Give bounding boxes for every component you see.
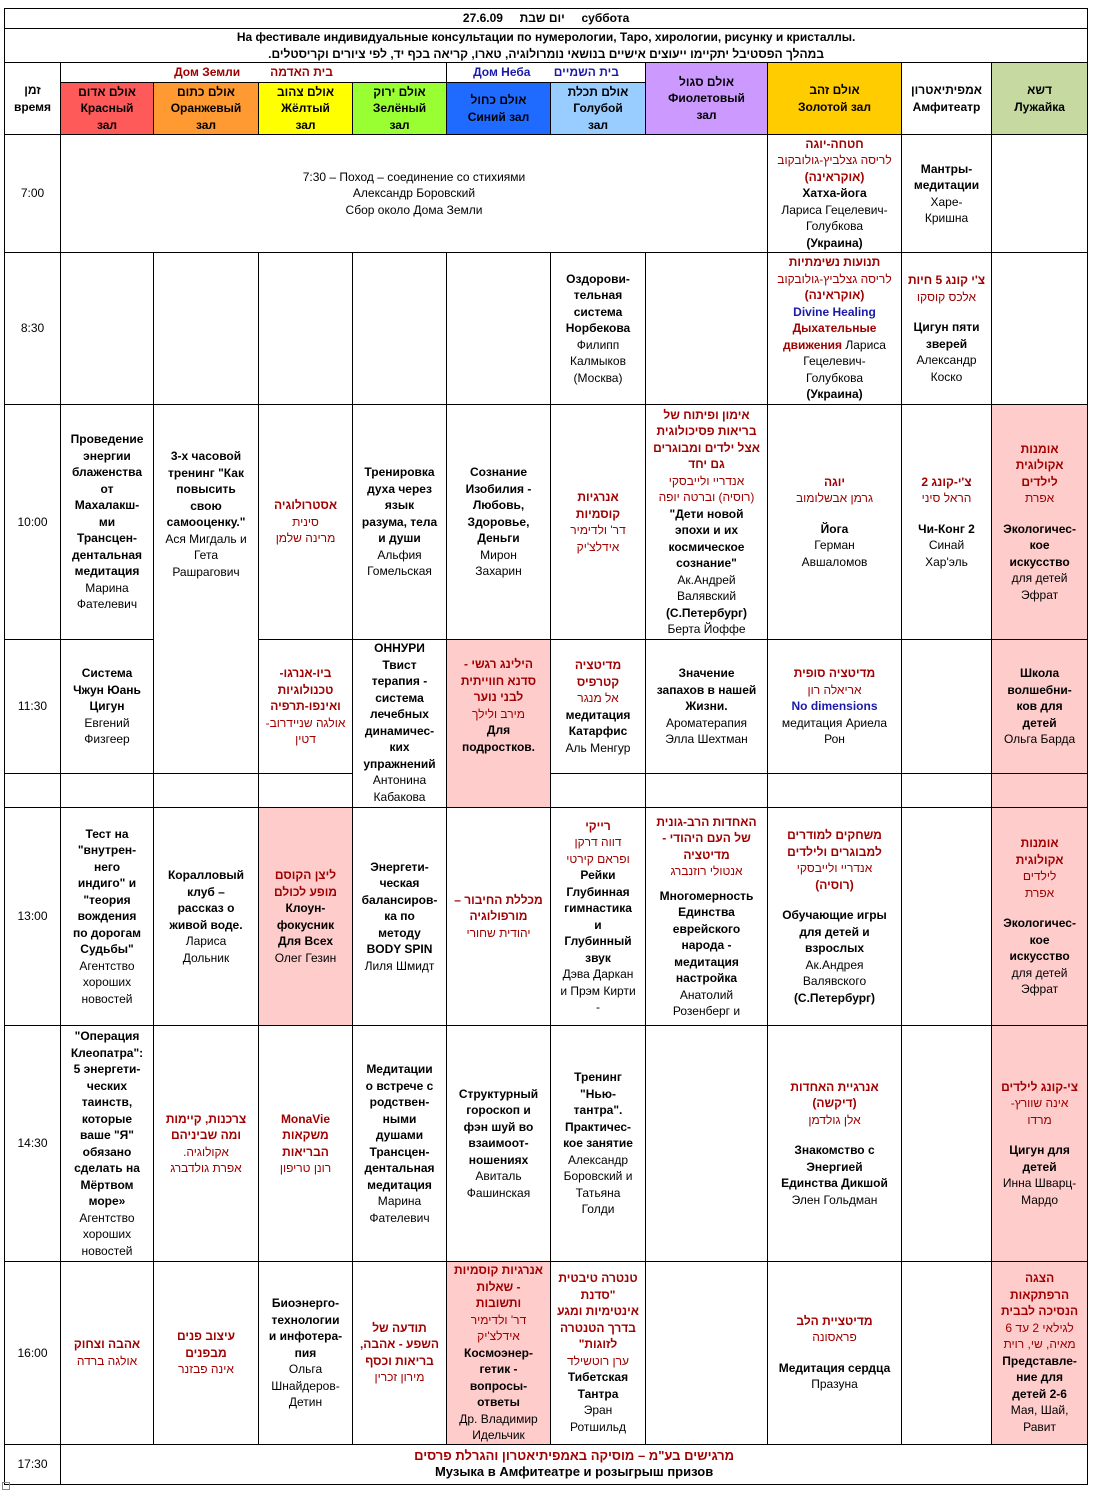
title-row [5, 9, 1088, 29]
time-column-header: זמן время [5, 63, 61, 135]
event-orange-coral-club: Коралловый клуб – рассказ о живой воде. Лариса Дольник [154, 808, 259, 1026]
event-green-abundance-consciousness: תודעה של השפע - אהבה, בריאות וכסף מירון זכרין [353, 1262, 447, 1445]
event-yellow-monavie: MonaVie משקאות הבריאות רונן טריפון [259, 1026, 353, 1262]
intro-note [5, 29, 1088, 63]
event-gold-educational-games: משחקים למודרים למבוגרים ולילדים אנדריי ולייבסקי (רוסיה) Обучающие игры для детей и взрослых Ак.Андрея Валявского (С.Петербург) [768, 808, 902, 1026]
event-lawn-princess-show: הצגה הרפתקאות הנסיכה לבבית לגילאי 2 עד 6 מאיה, שי, רוית Представле- ние для детей 2-6 Мая, Шай, Равит [992, 1262, 1088, 1445]
empty-cell [154, 253, 259, 405]
hall-amphitheatre: אמפיתיאטרון Амфитеатр [902, 63, 992, 135]
event-lawn-eco-art: אומנות אקולוגית לילדים אפרת Экологичес- кое искусство для детей Эфрат [992, 405, 1088, 640]
event-lblue-norbekov: Оздорови- тельная система Норбекова Филипп Калмыков (Москва) [551, 253, 646, 405]
event-lblue-new-tantra: Тренинг "Нью- тантра". Практичес- кое занятие Александр Боровский и Татьяна Голди [551, 1026, 646, 1262]
event-closing-music: מרגישים בע"מ – מוסיקה באמפיתיאטרון והגרלת פרסים Музыка в Амфитеатре и розыгрыш призов [61, 1444, 1088, 1484]
slot-row-0700 [5, 135, 1088, 253]
time-cell: 14:30 [5, 1026, 61, 1262]
time-cell: 7:00 [5, 135, 61, 253]
empty-cell [902, 774, 992, 808]
event-red-zhong-yuan-qigong: Система Чжун Юань Цигун Евгений Физгеер [61, 640, 154, 774]
empty-cell [259, 253, 353, 405]
empty-cell [646, 253, 768, 405]
empty-cell [902, 808, 992, 1026]
empty-cell [447, 253, 551, 405]
event-blue-feng-shui-horoscope: Структурный гороскоп и фэн шуй во взаимоот- ношениях Авиталь Фашинская [447, 1026, 551, 1262]
event-green-body-spin: Энергети- ческая балансиров- ка по методу BODY SPIN Лиля Шмидт [353, 808, 447, 1026]
slot-row-1600 [5, 1262, 1088, 1445]
event-gold-hatha-yoga: חטחה-יוגה לריסה גצלביץ-גולובקוב (אוקראינה) Хатха-йога Лариса Гецелевич- Голубкова (Украина) [768, 135, 902, 253]
event-yellow-clown-magician: ליצן הקוסם מופע לכולם Клоун- фокусник Для Всех Олег Гезин [259, 808, 353, 1026]
time-cell: 11:30 [5, 640, 61, 774]
event-yellow-chinese-astrology: אסטרולוגיה סינית מרינה שלמן [259, 405, 353, 640]
empty-cell [353, 253, 447, 405]
event-green-soulmates-meditation: Медитации о встрече с родствен- ными душами Трансцен- дентальная медитация Марина Фателевич [353, 1026, 447, 1262]
empty-cell [768, 774, 902, 808]
event-blue-morphology: מכללת החיבור – מורפולוגיה יהודית שחורי [447, 808, 551, 1026]
slot-row-1730 [5, 1444, 1088, 1484]
slot-row-1430 [5, 1026, 1088, 1262]
event-orange-self-esteem: 3-х часовой тренинг "Как повысить свою самооценку." Ася Мигдаль и Гета Рашрагович [154, 405, 259, 774]
empty-cell [61, 774, 154, 808]
empty-cell [61, 253, 154, 405]
event-hike: 7:30 – Поход – соединение со стихиями Александр Боровский Сбор около Дома Земли [61, 135, 768, 253]
time-cell: 13:00 [5, 808, 61, 1026]
event-lawn-kids-qigong: צי-קונג לילדים אינה שוורץ- מרדו Цигун для детей Инна Шварц- Мардо [992, 1026, 1088, 1262]
event-gold-deeksha: אנרגיית האחדות (דיקשה) אלן גולדמן Знакомство с Энергией Единства Дикшой Элен Гольдман [768, 1026, 902, 1262]
event-violet-jewish-unity: האחדות הרב-גונית של העם היהודי - מדיטציה אנטולי רוזנברג Многомерность Единства еврейского народа - медитация настройка Анатолий Розенберг и [646, 808, 768, 1026]
event-gold-yoga: יוגה גרמן אבשלומוב Йога Герман Авшаломов [768, 405, 902, 640]
event-lblue-reiki: רייקי דווה דרקן ופראם קירטי Рейки Глубинная гимнастика и Глубинный звук Дэва Даркан и Прэм Кирти - [551, 808, 646, 1026]
intro-hebrew: במהלך הפסטיבל יתקיימו ייעוצים אישיים בנושאי נומרולוגיה, טארו, קריאה בכף יד, לפי ציורים וקריסטלים. [268, 46, 824, 61]
event-blue-abundance: Сознание Изобилия - Любовь, Здоровье, Деньги Мирон Захарин [447, 405, 551, 640]
time-cell: 16:00 [5, 1262, 61, 1445]
hall-light-blue: אולם תכלת Голубой зал [551, 83, 646, 135]
event-green-onnuri-twist: ОННУРИ Твист терапия - система лечебных динамичес- ких упражнений Антонина Кабакова [353, 640, 447, 808]
hall-gold: אולם זהב Золотой зал [768, 63, 902, 135]
empty-cell [902, 1262, 992, 1445]
event-lawn-wizard-school: Школа волшебни- ков для детей Ольга Барда [992, 640, 1088, 774]
event-lblue-cosmic-energies: אנרגיות קוסמיות דר' ולדימיר אידלצ'יק [551, 405, 646, 640]
empty-cell [992, 135, 1088, 253]
empty-cell [902, 640, 992, 774]
event-violet-aromatherapy: Значение запахов в нашей Жизни. Ароматерапия Элла Шехтман [646, 640, 768, 774]
festival-schedule-table [4, 8, 1088, 1485]
event-green-spirit-training: Тренировка духа через язык разума, тела и души Альфия Гомельская [353, 405, 447, 640]
empty-cell [5, 774, 61, 808]
date: 27.6.09 [462, 11, 503, 26]
event-amph-chi-kung-2: צ'י-קונג 2 הראל סיני Чи-Конг 2 Синай Хар'эль [902, 405, 992, 640]
cell-marker-icon [2, 1482, 10, 1490]
earth-house-header: Дом Земли בית האדמה [61, 63, 447, 83]
event-violet-new-epoch-children: אימון ופיתוח של בריאות פסיכולוגית אצל ילדים ומבוגרים גם יחד אנדריי ולייבסקי (רוסיה) וברטה יופה "Дети новой эпохи и их космическое сознание" Ак.Андрей Валявский (С.Петербург) Берта Йоффе [646, 405, 768, 640]
day-russian: суббота [581, 11, 630, 26]
event-lblue-catharsis-meditation: מדיטציה קטרפיס אל מנגר медитация Катарфис Аль Менгур [551, 640, 646, 774]
event-blue-cosmoenergetics: אנרגיות קוסמיות - שאלות ותשובות דר' ולדימיר אידלצ'יק Космоэнер- гетик - вопросы- ответы Др. Владимир Идельчик [447, 1262, 551, 1445]
hall-orange: אולם כתום Оранжевый зал [154, 83, 259, 135]
hall-blue: אולם כחול Синий зал [447, 83, 551, 135]
intro-russian: На фестивале индивидуальные консультации по нумерологии, Таро, хирологии, рисунку и кристаллы. [236, 30, 856, 44]
empty-cell [646, 1026, 768, 1262]
time-cell: 8:30 [5, 253, 61, 405]
event-gold-sufi-meditation: מדיטציה סופית אריאלה רון No dimensions медитация Ариела Рон [768, 640, 902, 774]
buildings-row [5, 63, 1088, 83]
empty-cell [992, 774, 1088, 808]
event-amph-mantras: Мантры- медитации Харе- Кришна [902, 135, 992, 253]
event-red-indigo-test: Тест на "внутрен- него индиго" и "теория вождения по дорогам Судьбы" Агентство хороших новостей [61, 808, 154, 1026]
event-yellow-bio-energo: ביו-אנרגו- טכנולוגיות ואינפו-תרפיה אולגה שניידרוב- דטין [259, 640, 353, 774]
hall-lawn: דשא Лужайка [992, 63, 1088, 135]
time-cell: 17:30 [5, 1444, 61, 1484]
slot-row-1300 [5, 808, 1088, 1026]
empty-cell [259, 774, 353, 808]
event-amph-five-animals: צ'י קונג 5 חיות אלכס קוסקו Цигун пяти зверей Александр Коско [902, 253, 992, 405]
empty-cell [551, 774, 646, 808]
event-red-mahalakshmi: Проведение энергии блаженства от Махалакш- ми Трансцен- дентальная медитация Марина Фателевич [61, 405, 154, 640]
event-lawn-eco-art-2: אומנות אקולוגית לילדים אפרת Экологичес- кое искусство для детей Эфрат [992, 808, 1088, 1026]
empty-cell [154, 774, 259, 808]
page-title [5, 9, 1088, 29]
time-cell: 10:00 [5, 405, 61, 640]
hall-red: אולם אדום Красный зал [61, 83, 154, 135]
empty-cell [646, 1262, 768, 1445]
slot-row-1000 [5, 405, 1088, 640]
hall-violet: אולם סגול Фиолетовый зал [646, 63, 768, 135]
empty-cell [646, 774, 768, 808]
event-orange-interior-design: עיצוב פנים מבפנים אינה פבזנר [154, 1262, 259, 1445]
intro-row [5, 29, 1088, 63]
event-gold-divine-healing: תנועות נשימתיות לריסה גצלביץ-גולובקוב (אוקראינה) Divine Healing Дыхательные движения Лариса Гецелевич- Голубкова (Украина) [768, 253, 902, 405]
hall-yellow: אולם צהוב Жёлтый зал [259, 83, 353, 135]
event-red-love-laughter: אהבה וצחוק אולגה ברדה [61, 1262, 154, 1445]
event-lblue-tibetan-tantra: טנטרה טיבטית "סדנת אינטימיות ומגע בדרך הטנטרה לזוגות" ערן רוטשילד Тибетская Тантра Эран Ротшильд [551, 1262, 646, 1445]
event-yellow-bioenergo-tech: Биоэнерго- технологии и инфотера- пия Ольга Шнайдеров- Детин [259, 1262, 353, 1445]
sky-house-header: Дом Неба בית השמיים [447, 63, 646, 83]
event-gold-heart-meditation: מדיטציית הלב פראסונה Медитация сердца Празуна [768, 1262, 902, 1445]
hall-green: אולם ירוק Зелёный зал [353, 83, 447, 135]
empty-cell [902, 1026, 992, 1262]
slot-row-0830 [5, 253, 1088, 405]
day-hebrew: יום שבת [519, 11, 565, 26]
empty-cell [992, 253, 1088, 405]
event-blue-teen-healing: הילינג רגשי - סדנא חווייתית לבני נוער מירב ולילך Для подростков. [447, 640, 551, 808]
event-red-cleopatra: "Операция Клеопатра": 5 энергети- ческих таинств, которые ваше "Я" обязано сделать на Мёртвом море» Агентство хороших новостей [61, 1026, 154, 1262]
event-orange-consumerism: צרכנות, קיימות ומה שביניהם אקולוגיה. אפרת גולדברג [154, 1026, 259, 1262]
